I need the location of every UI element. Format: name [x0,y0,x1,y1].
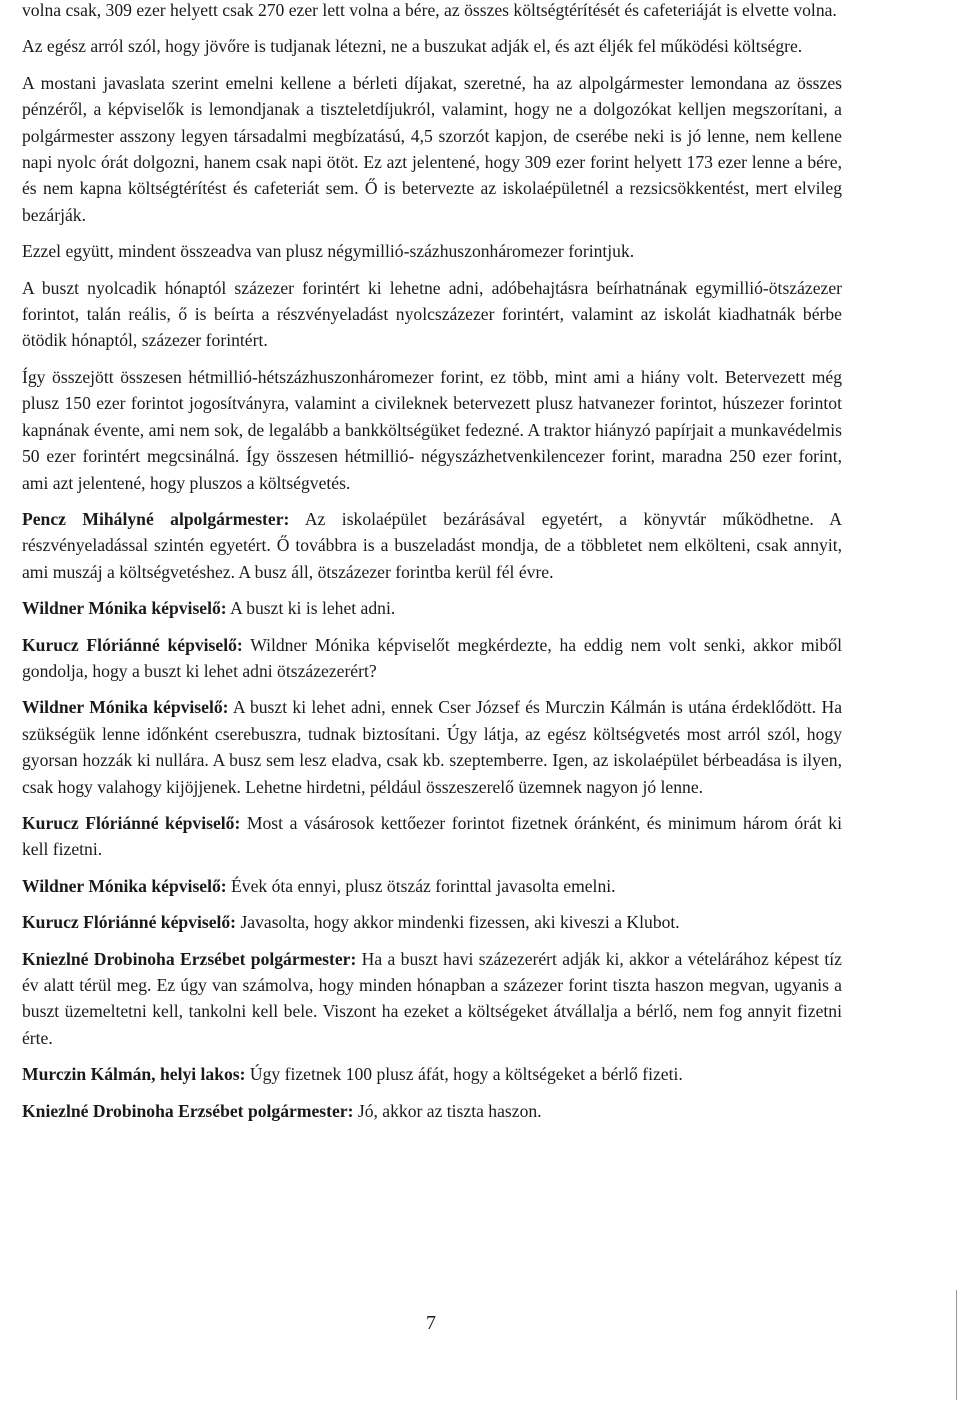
paragraph-text: A mostani javaslata szerint emelni kellene a bérleti díjakat, szeretné, ha az alpolgármester lemondana az összes pénzéről, a képviselők is lemondjanak a tiszteletdíjukról, valamint, hogy ne a dolgozókat kelljen megszorítani, a polgármester asszony legyen társadalmi megbízatású, 4,5 szorzót kapjon, de cserébe neki is jó lenne, nem kellene napi nyolc órát dolgozni, hanem csak napi ötöt. Ez azt jelentené, hogy 309 ezer forint helyett 173 ezer lenne a bére, és nem kapna költségtérítést és cafeteriát sem. Ő is betervezte az iskolaépületnél a rezsicsökkentést, mert elvileg bezárják. [22,72,842,225]
speaker-label: Kniezlné Drobinoha Erzsébet polgármester: [22,948,357,969]
scan-edge-line [956,1290,957,1400]
paragraph [22,238,842,264]
paragraph [22,1061,842,1087]
paragraph-text: Most a vásárosok kettőezer forintot fizetnek óránként, és minimum három órát ki kell fizetni. [22,812,842,860]
paragraph-text: Az iskolaépület bezárásával egyetért, a könyvtár működhetne. A részvényeladással szintén egyetért. Ő továbbra is a buszeladást mondja, de a többletet nem elkölteni, csak annyit, ami muszáj a költségvetéshez. A busz áll, ötszázezer forintba kerül fél évre. [22,508,842,582]
paragraph-text: Wildner Mónika képviselőt megkérdezte, ha eddig nem volt senki, akkor miből gondolja, hogy a buszt ki lehet adni ötszázezerért? [22,634,843,681]
paragraph [22,275,842,354]
paragraph-text: Évek óta ennyi, plusz ötszáz forinttal javasolta emelni. [226,875,616,896]
speaker-label: Pencz Mihályné alpolgármester: [22,508,290,529]
paragraph [22,694,842,800]
speaker-label: Kurucz Flóriánné képviselő: [22,912,237,933]
paragraph-text: Az egész arról szól, hogy jövőre is tudjanak létezni, ne a buszukat adják el, és azt éljék fel működési költségre. [22,36,803,57]
paragraph [22,33,842,59]
paragraph [22,506,842,585]
document-body [22,0,842,1134]
paragraph-text: Úgy fizetnek 100 plusz áfát, hogy a költségeket a bérlő fizeti. [245,1064,683,1085]
paragraph [22,873,842,899]
speaker-label: Kniezlné Drobinoha Erzsébet polgármester: [22,1100,354,1121]
paragraph [22,946,842,1052]
paragraph [22,909,842,935]
paragraph [22,0,842,23]
paragraph-text: volna csak, 309 ezer helyett csak 270 ezer lett volna a bére, az összes költségtérítését és cafeteriáját is elvette volna. [22,0,837,20]
paragraph-text: Jó, akkor az tiszta haszon. [353,1100,542,1121]
paragraph-text: Ha a buszt havi százezerért adják ki, akkor a vételárához képest tíz év alatt térül meg. Ez úgy van számolva, hogy minden hónapban a százezer forint tiszta haszon megvan, ugyanis a buszt üzemeltetni kell, tankolni kell bele. Viszont ha ezeket a költségeket átvállalja a bérlő, nem fog annyit fizetni érte. [22,948,842,1048]
speaker-label: Wildner Mónika képviselő: [22,697,229,718]
speaker-label: Kurucz Flóriánné képviselő: [22,634,243,655]
speaker-label: Kurucz Flóriánné képviselő: [22,812,241,833]
speaker-label: Murczin Kálmán, helyi lakos: [22,1064,246,1085]
paragraph [22,810,842,863]
paragraph-text: A buszt ki lehet adni, ennek Cser József és Murczin Kálmán is utána érdeklődött. Ha szükségük lenne időnként cserebuszra, tudnak biztosítani. Úgy látja, az egész költségvetés most arról szól, hogy gyorsan hozzák ki nullára. A busz sem lesz eladva, csak kb. szeptemberre. Igen, az iskolaépület bérbeadása is ilyen, csak hogy valahogy kijöjjenek. Lehetne hirdetni, például összeszerelő üzemnek nagyon jó lenne. [22,697,843,797]
speaker-label: Wildner Mónika képviselő: [22,598,227,619]
paragraph-text: A buszt nyolcadik hónaptól százezer forintért ki lehetne adni, adóbehajtásra beírhatnának egymillió-ötszázezer forintot, talán reális, ő is beírta a részvényeladást nyolcszázezer forintért, valamint az iskolát kiadhatnák bérbe ötödik hónaptól, százezer forintért. [22,277,842,351]
paragraph-text: Ezzel együtt, mindent összeadva van plusz négymillió-százhuszonháromezer forintjuk. [22,241,635,262]
paragraph [22,595,842,621]
speaker-label: Wildner Mónika képviselő: [22,875,227,896]
paragraph [22,70,842,228]
paragraph [22,1098,842,1124]
paragraph-text: Javasolta, hogy akkor mindenki fizessen, aki kiveszi a Klubot. [236,912,680,933]
paragraph-text: A buszt ki is lehet adni. [226,598,396,619]
paragraph-text: Így összejött összesen hétmillió-hétszázhuszonháromezer forint, ez több, mint ami a hiány volt. Betervezett még plusz 150 ezer forintot jogosítványra, valamint a civileknek betervezett plusz hatvanezer forintot, húszezer forintot kapnának évente, ami nem sok, de legalább a bankköltségüket fedezné. A traktor hiányzó papírjait a munkavédelmis 50 ezer forintért megcsinálná. Így összesen hétmillió- négyszázhetvenkilencezer forint, maradna 250 ezer forint, ami azt jelentené, hogy pluszos a költségvetés. [22,366,842,493]
page-number: 7 [426,1312,436,1334]
paragraph [22,632,842,685]
paragraph [22,364,842,496]
